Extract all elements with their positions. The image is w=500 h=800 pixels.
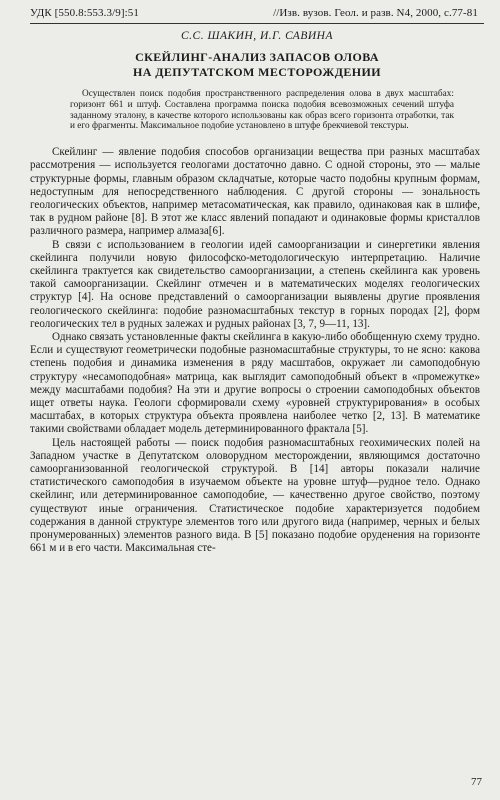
body-paragraph-2: В связи с использованием в геологии идей самоорганизации и синергетики явления скейлинга получили новую философско-методологическую интерпретацию. Наличие скейлинга трактуется как свидетельство самоорганизации, а степень скейлинга как уровень такой самоорганизации. Скейлинг отмечен и в математических моделях геологических структур [4]. На основе представлений о самоорганизации выявлены другие проявления геологического скейлинга: подобие разномасштабных текстур в горных породах [2], форм геологических тел в рудных залежах и рудных районах [3, 7, 9—11, 13]. [30,238,480,330]
body-paragraph-1: Скейлинг — явление подобия способов организации вещества при разных масштабах рассмотрения — используется геологами достаточно давно. С одной стороны, это — малые структурные формы, главным образом складчатые, которые часто подобны крупным формам, недоступным для непосредственного наблюдения. С другой стороны — зональность геологических объектов, например метасоматическая, как правило, одинаковая как в шлифе, так в рудном районе [8]. В этот же класс явлений попадают и одинаковые формы кристаллов различного размера, например алмаза[6]. [30,146,480,238]
page-number: 77 [471,776,482,788]
article-title [30,50,484,80]
title-line-1: СКЕЙЛИНГ-АНАЛИЗ ЗАПАСОВ ОЛОВА [135,50,379,64]
header-rule [30,23,484,24]
body-paragraph-4: Цель настоящей работы — поиск подобия разномасштабных геохимических полей на Западном участке в Депутатском оловорудном месторождении, являющимся достаточно самоорганизованной геологической структурой. В [14] авторы показали наличие статистического самоподобия в изучаемом объекте на уровне штуф—рудное тело. Однако скейлинг, или детерминированное самоподобие, — качественно другое свойство, поэтому существуют иные ограничения. Статистическое подобие характеризуется подобием содержания в данной структуре элементов того или другого вида (например, черных и белых пронумерованных) элементов разного вида. В [5] показано подобие оруденения на горизонте 661 м и в его части. Максимальная сте- [30,436,480,555]
body-paragraph-3: Однако связать установленные факты скейлинга в какую-либо обобщенную схему трудно. Если и существуют геометрически подобные разномасштабные структуры, то не ясно: какова степень подобия и динамика изменения в ряду масштабов, окружает ли самоподобную структуру «несамоподобная» матрица, как выглядит самоподобный объект в «промежутке» между масштабами подобия? На эти и другие вопросы о строении самоподобных объектов ищет ответы наука. Геологи сформировали схему «уровней структурирования» в особых масштабах, в которых структура объекта проявлена наиболее четко [2, 13]. В математике такими свойствами обладает модель детерминированного фрактала [5]. [30,331,480,436]
abstract-text: Осуществлен поиск подобия пространственного распределения олова в двух масштабах: горизонт 661 и штуф. Составлена программа поиска подобия всевозможных сечений штуфа заданному эталону, в качестве которого использованы как образ всего горизонта отработки, так и его фрагменты. Максимальное подобие установлено в штуфе брекчиевой текстуры. [70,89,454,132]
article-body [30,146,480,555]
journal-citation: //Изв. вузов. Геол. и разв. N4, 2000, с.77-81 [273,7,478,19]
title-line-2: НА ДЕПУТАТСКОМ МЕСТОРОЖДЕНИИ [133,65,381,79]
udk-code: УДК [550.8:553.3/9]:51 [30,7,139,19]
authors: С.С. ШАКИН, И.Г. САВИНА [180,30,333,42]
running-head [30,6,484,20]
abstract [70,89,454,132]
